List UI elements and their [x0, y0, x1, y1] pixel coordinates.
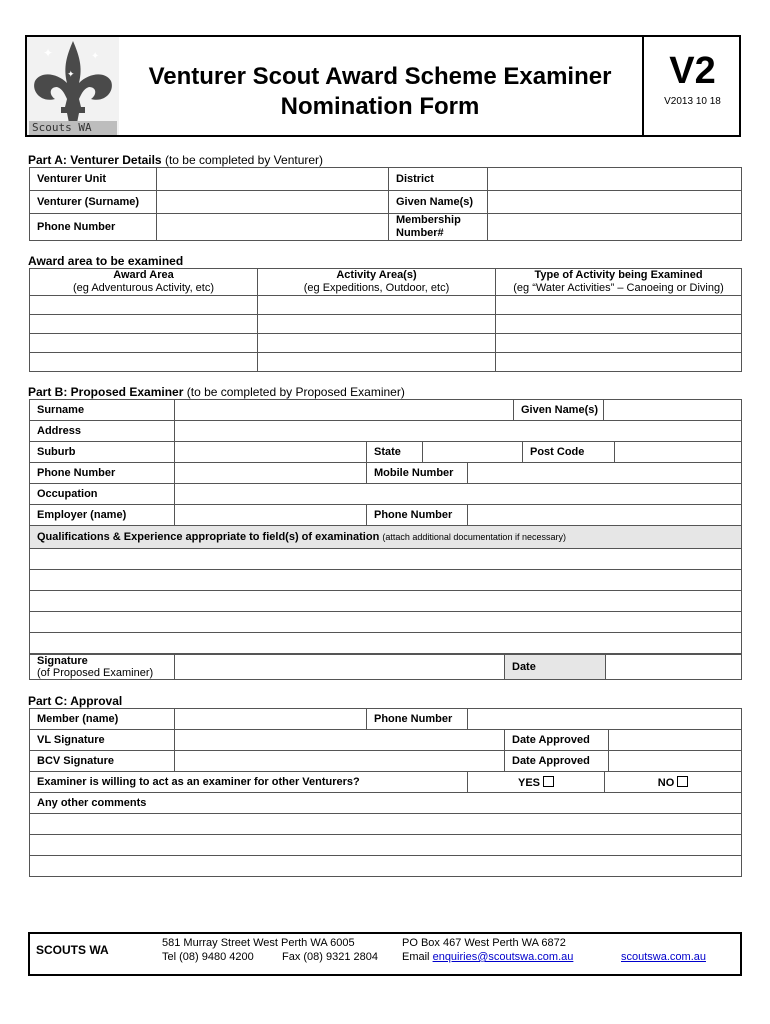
- activity-type-header: Type of Activity being Examined (eg “Water Activities” – Canoeing or Diving): [496, 269, 742, 296]
- yes-checkbox[interactable]: [543, 776, 554, 787]
- part-c-heading: Part C: Approval: [28, 694, 123, 708]
- venturer-unit-label: Venturer Unit: [30, 168, 157, 191]
- comments-line[interactable]: [30, 814, 742, 835]
- venturer-unit-field[interactable]: [157, 168, 389, 191]
- award-cell[interactable]: [496, 315, 742, 334]
- signature-date-label: Date: [505, 655, 606, 680]
- award-cell[interactable]: [30, 334, 258, 353]
- phone-number-field[interactable]: [157, 214, 389, 241]
- state-field[interactable]: [423, 442, 523, 463]
- award-table: [29, 268, 742, 372]
- postcode-label: Post Code: [523, 442, 615, 463]
- part-b-heading: Part B: Proposed Examiner (to be completed by Proposed Examiner): [28, 385, 405, 399]
- footer-tel: Tel (08) 9480 4200: [162, 951, 254, 963]
- member-name-label: Member (name): [30, 709, 175, 730]
- qualifications-line[interactable]: [30, 549, 742, 570]
- approval-phone-field[interactable]: [468, 709, 742, 730]
- bcv-date-approved-label: Date Approved: [505, 751, 609, 772]
- award-cell[interactable]: [258, 315, 496, 334]
- svg-text:✦: ✦: [91, 51, 100, 62]
- footer-email: Email enquiries@scoutswa.com.au: [402, 951, 574, 963]
- membership-number-label: Membership Number#: [389, 214, 488, 241]
- address-field[interactable]: [175, 421, 742, 442]
- bcv-signature-field[interactable]: [175, 751, 505, 772]
- examiner-phone-label: Phone Number: [30, 463, 175, 484]
- state-label: State: [367, 442, 423, 463]
- part-b-table-3: [29, 462, 742, 654]
- venturer-surname-label: Venturer (Surname): [30, 191, 157, 214]
- part-a-heading: Part A: Venturer Details (to be completed by Venturer): [28, 153, 324, 167]
- comments-line[interactable]: [30, 856, 742, 877]
- vl-date-approved-label: Date Approved: [505, 730, 609, 751]
- footer-po-box: PO Box 467 West Perth WA 6872: [402, 937, 566, 949]
- award-cell[interactable]: [496, 353, 742, 372]
- qualifications-line[interactable]: [30, 591, 742, 612]
- willing-question: Examiner is willing to act as an examiner for other Venturers?: [30, 772, 468, 793]
- activity-area-header: Activity Area(s) (eg Expeditions, Outdoor, etc): [258, 269, 496, 296]
- footer-fax: Fax (08) 9321 2804: [282, 951, 379, 963]
- award-cell[interactable]: [30, 296, 258, 315]
- website-link[interactable]: scoutswa.com.au: [621, 951, 706, 963]
- svg-text:✦: ✦: [43, 46, 54, 60]
- examiner-surname-label: Surname: [30, 400, 175, 421]
- part-b-table-2: [29, 441, 742, 463]
- suburb-field[interactable]: [175, 442, 367, 463]
- part-a-table: [29, 167, 742, 241]
- member-name-field[interactable]: [175, 709, 367, 730]
- version-label: V2: [669, 50, 716, 92]
- given-names-field[interactable]: [488, 191, 742, 214]
- examiner-surname-field[interactable]: [175, 400, 464, 421]
- award-cell[interactable]: [258, 353, 496, 372]
- signature-date-field[interactable]: [606, 655, 742, 680]
- mobile-field[interactable]: [468, 463, 742, 484]
- part-c-table-1: [29, 708, 742, 730]
- part-b-signature-table: [29, 654, 742, 680]
- vl-date-approved-field[interactable]: [609, 730, 742, 751]
- award-cell[interactable]: [30, 353, 258, 372]
- occupation-label: Occupation: [30, 484, 175, 505]
- svg-text:✦: ✦: [67, 69, 75, 79]
- venturer-surname-field[interactable]: [157, 191, 389, 214]
- award-area-header: Award Area (eg Adventurous Activity, etc): [30, 269, 258, 296]
- district-field[interactable]: [488, 168, 742, 191]
- qualifications-line[interactable]: [30, 612, 742, 633]
- award-cell[interactable]: [496, 334, 742, 353]
- award-cell[interactable]: [30, 315, 258, 334]
- address-label: Address: [30, 421, 175, 442]
- no-option[interactable]: NO: [605, 772, 742, 793]
- qualifications-line[interactable]: [30, 633, 742, 654]
- footer-org: SCOUTS WA: [36, 943, 109, 957]
- part-c-table-3: [29, 771, 742, 877]
- vl-signature-label: VL Signature: [30, 730, 175, 751]
- email-link[interactable]: enquiries@scoutswa.com.au: [432, 951, 574, 963]
- award-heading: Award area to be examined: [28, 254, 184, 268]
- membership-number-field[interactable]: [488, 214, 742, 241]
- footer-web: [621, 951, 706, 963]
- bcv-date-approved-field[interactable]: [609, 751, 742, 772]
- logo-text: Scouts WA: [29, 121, 117, 135]
- award-cell[interactable]: [258, 334, 496, 353]
- examiner-phone-field[interactable]: [175, 463, 367, 484]
- occupation-field[interactable]: [175, 484, 742, 505]
- employer-phone-label: Phone Number: [367, 505, 468, 526]
- given-names-label: Given Name(s): [389, 191, 488, 214]
- postcode-field[interactable]: [615, 442, 742, 463]
- employer-label: Employer (name): [30, 505, 175, 526]
- footer-address: 581 Murray Street West Perth WA 6005: [162, 937, 355, 949]
- signature-field[interactable]: [175, 655, 505, 680]
- version-date: V2013 10 18: [664, 96, 721, 107]
- examiner-given-field[interactable]: [604, 400, 742, 421]
- award-cell[interactable]: [496, 296, 742, 315]
- qualifications-line[interactable]: [30, 570, 742, 591]
- vl-signature-field[interactable]: [175, 730, 505, 751]
- form-title: Venturer Scout Award Scheme Examiner Nomination Form: [148, 63, 612, 120]
- comments-line[interactable]: [30, 835, 742, 856]
- yes-option[interactable]: YES: [468, 772, 605, 793]
- award-cell[interactable]: [258, 296, 496, 315]
- scouts-wa-logo: [27, 37, 119, 135]
- employer-field[interactable]: [175, 505, 367, 526]
- part-b-table-1: [29, 399, 742, 442]
- comments-label: Any other comments: [30, 793, 742, 814]
- employer-phone-field[interactable]: [468, 505, 742, 526]
- qualifications-header: Qualifications & Experience appropriate to field(s) of examination (attach additional documentation if necessary): [30, 526, 742, 549]
- bcv-signature-label: BCV Signature: [30, 751, 175, 772]
- signature-label: Signature (of Proposed Examiner): [30, 655, 175, 680]
- no-checkbox[interactable]: [677, 776, 688, 787]
- mobile-label: Mobile Number: [367, 463, 468, 484]
- suburb-label: Suburb: [30, 442, 175, 463]
- phone-number-label: Phone Number: [30, 214, 157, 241]
- part-c-table-2: [29, 729, 742, 772]
- examiner-given-label: Given Name(s): [514, 400, 604, 421]
- approval-phone-label: Phone Number: [367, 709, 468, 730]
- district-label: District: [389, 168, 488, 191]
